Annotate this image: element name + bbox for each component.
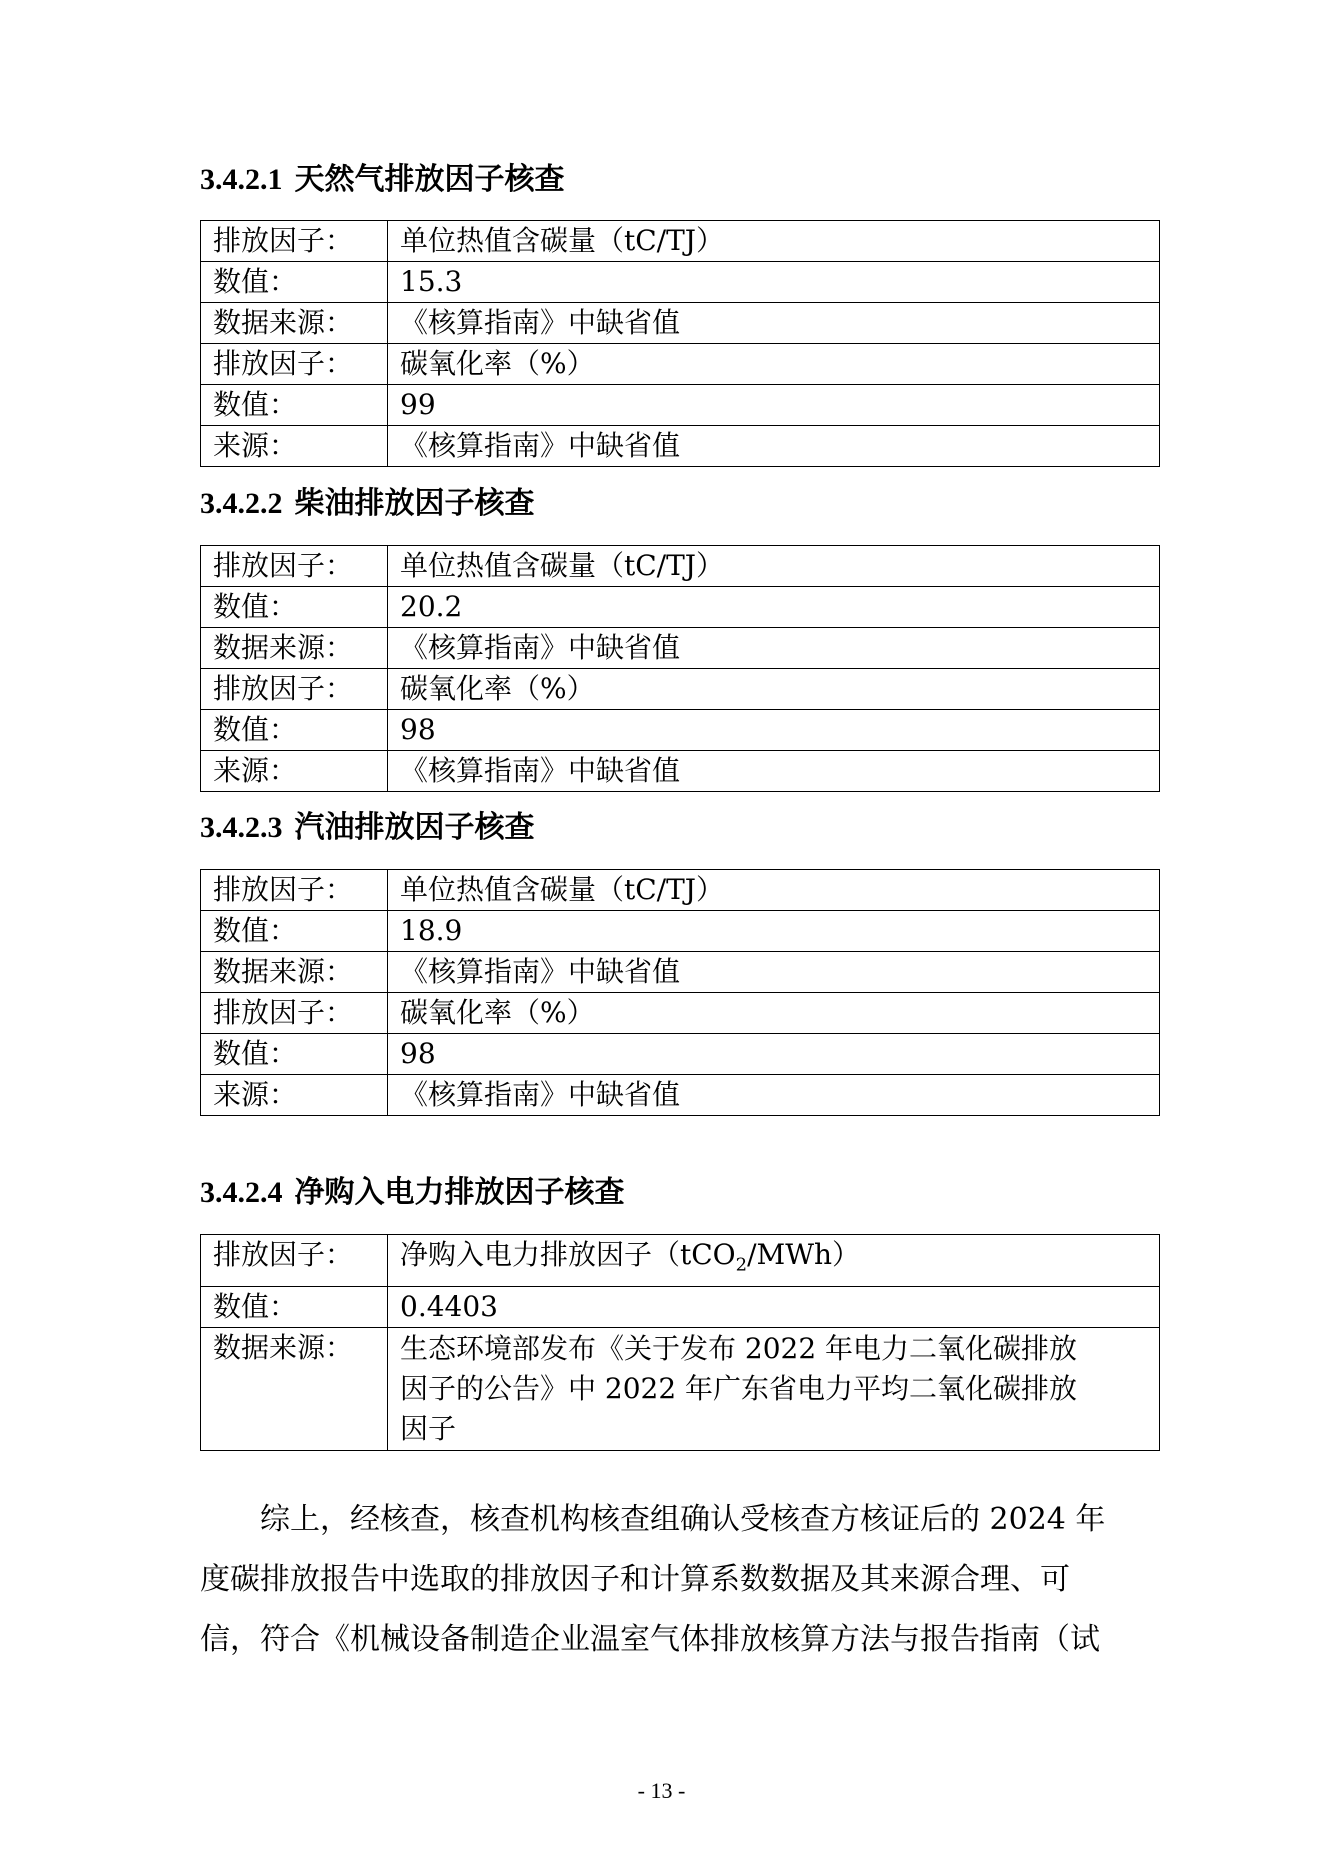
section-title: 净购入电力排放因子核查 (294, 1175, 625, 1210)
row-label: 来源： (201, 426, 388, 467)
row-value: 《核算指南》中缺省值 (388, 426, 1160, 467)
paragraph-line: 综上，经核查，核查机构核查组确认受核查方核证后的 2024 年 (200, 1502, 1106, 1537)
paragraph-line: 度碳排放报告中选取的排放因子和计算系数数据及其来源合理、可 (200, 1562, 1070, 1597)
row-value: 碳氧化率（%） (388, 993, 1160, 1034)
section-number: 3.4.2.1 (200, 163, 283, 196)
row-label: 排放因子： (201, 221, 388, 262)
gasoline-factor-table (200, 869, 1160, 1116)
row-label: 排放因子： (201, 669, 388, 710)
section-heading-3-4-2-2 (200, 484, 535, 524)
table-row (201, 911, 1160, 952)
row-label: 数值： (201, 262, 388, 303)
section-title: 天然气排放因子核查 (294, 162, 565, 197)
table-row (201, 710, 1160, 751)
diesel-factor-table (200, 545, 1160, 792)
table-row (201, 993, 1160, 1034)
table-row (201, 751, 1160, 792)
row-value: 《核算指南》中缺省值 (388, 1075, 1160, 1116)
table-row (201, 344, 1160, 385)
row-label: 数据来源： (201, 628, 388, 669)
value-line: 生态环境部发布《关于发布 2022 年电力二氧化碳排放 (400, 1331, 1078, 1365)
table-row (201, 1286, 1160, 1327)
row-value: 碳氧化率（%） (388, 344, 1160, 385)
row-value: 单位热值含碳量（tC/TJ） (388, 546, 1160, 587)
table-row (201, 1034, 1160, 1075)
table-row (201, 546, 1160, 587)
row-value: 18.9 (388, 911, 1160, 952)
row-value (388, 1235, 1160, 1287)
table-row (201, 1235, 1160, 1287)
row-value (388, 1327, 1160, 1450)
table-row (201, 587, 1160, 628)
value-suffix: /MWh） (747, 1238, 861, 1271)
table-row (201, 221, 1160, 262)
row-label: 排放因子： (201, 993, 388, 1034)
row-label: 数值： (201, 1286, 388, 1327)
section-title: 柴油排放因子核查 (294, 486, 535, 521)
value-subscript: 2 (735, 1254, 748, 1276)
row-label: 来源： (201, 1075, 388, 1116)
section-title: 汽油排放因子核查 (294, 810, 535, 845)
row-value: 《核算指南》中缺省值 (388, 751, 1160, 792)
row-label: 排放因子： (201, 546, 388, 587)
table-row (201, 303, 1160, 344)
row-label: 数值： (201, 1034, 388, 1075)
row-label: 排放因子： (201, 1235, 388, 1287)
table-row (201, 426, 1160, 467)
table-row (201, 628, 1160, 669)
row-label: 数值： (201, 385, 388, 426)
section-number: 3.4.2.2 (200, 487, 283, 520)
page-number: - 13 - (637, 1778, 686, 1803)
purchased-electricity-factor-table (200, 1234, 1160, 1451)
row-label: 数值： (201, 710, 388, 751)
table-row (201, 952, 1160, 993)
row-value: 单位热值含碳量（tC/TJ） (388, 221, 1160, 262)
value-line: 因子 (400, 1411, 457, 1445)
row-value: 15.3 (388, 262, 1160, 303)
table-row (201, 385, 1160, 426)
row-label: 排放因子： (201, 870, 388, 911)
row-value: 碳氧化率（%） (388, 669, 1160, 710)
row-label: 数据来源： (201, 1327, 388, 1450)
row-value: 《核算指南》中缺省值 (388, 628, 1160, 669)
row-label: 数值： (201, 587, 388, 628)
value-prefix: 净购入电力排放因子（tCO (400, 1238, 736, 1271)
row-label: 数值： (201, 911, 388, 952)
table-row (201, 669, 1160, 710)
natural-gas-factor-table (200, 220, 1160, 467)
row-value: 《核算指南》中缺省值 (388, 303, 1160, 344)
row-value: 99 (388, 385, 1160, 426)
row-value: 98 (388, 710, 1160, 751)
row-value: 98 (388, 1034, 1160, 1075)
section-heading-3-4-2-1 (200, 160, 565, 200)
table-row (201, 1327, 1160, 1450)
conclusion-paragraph (200, 1490, 1130, 1670)
row-value: 20.2 (388, 587, 1160, 628)
section-number: 3.4.2.4 (200, 1176, 283, 1209)
row-label: 来源： (201, 751, 388, 792)
section-number: 3.4.2.3 (200, 811, 283, 844)
section-heading-3-4-2-3 (200, 808, 535, 848)
section-heading-3-4-2-4 (200, 1173, 625, 1213)
row-value: 《核算指南》中缺省值 (388, 952, 1160, 993)
value-line: 因子的公告》中 2022 年广东省电力平均二氧化碳排放 (400, 1371, 1078, 1405)
row-value: 0.4403 (388, 1286, 1160, 1327)
table-row (201, 262, 1160, 303)
row-label: 排放因子： (201, 344, 388, 385)
row-label: 数据来源： (201, 303, 388, 344)
table-row (201, 1075, 1160, 1116)
paragraph-line: 信，符合《机械设备制造企业温室气体排放核算方法与报告指南（试 (200, 1622, 1100, 1657)
row-value: 单位热值含碳量（tC/TJ） (388, 870, 1160, 911)
table-row (201, 870, 1160, 911)
row-label: 数据来源： (201, 952, 388, 993)
